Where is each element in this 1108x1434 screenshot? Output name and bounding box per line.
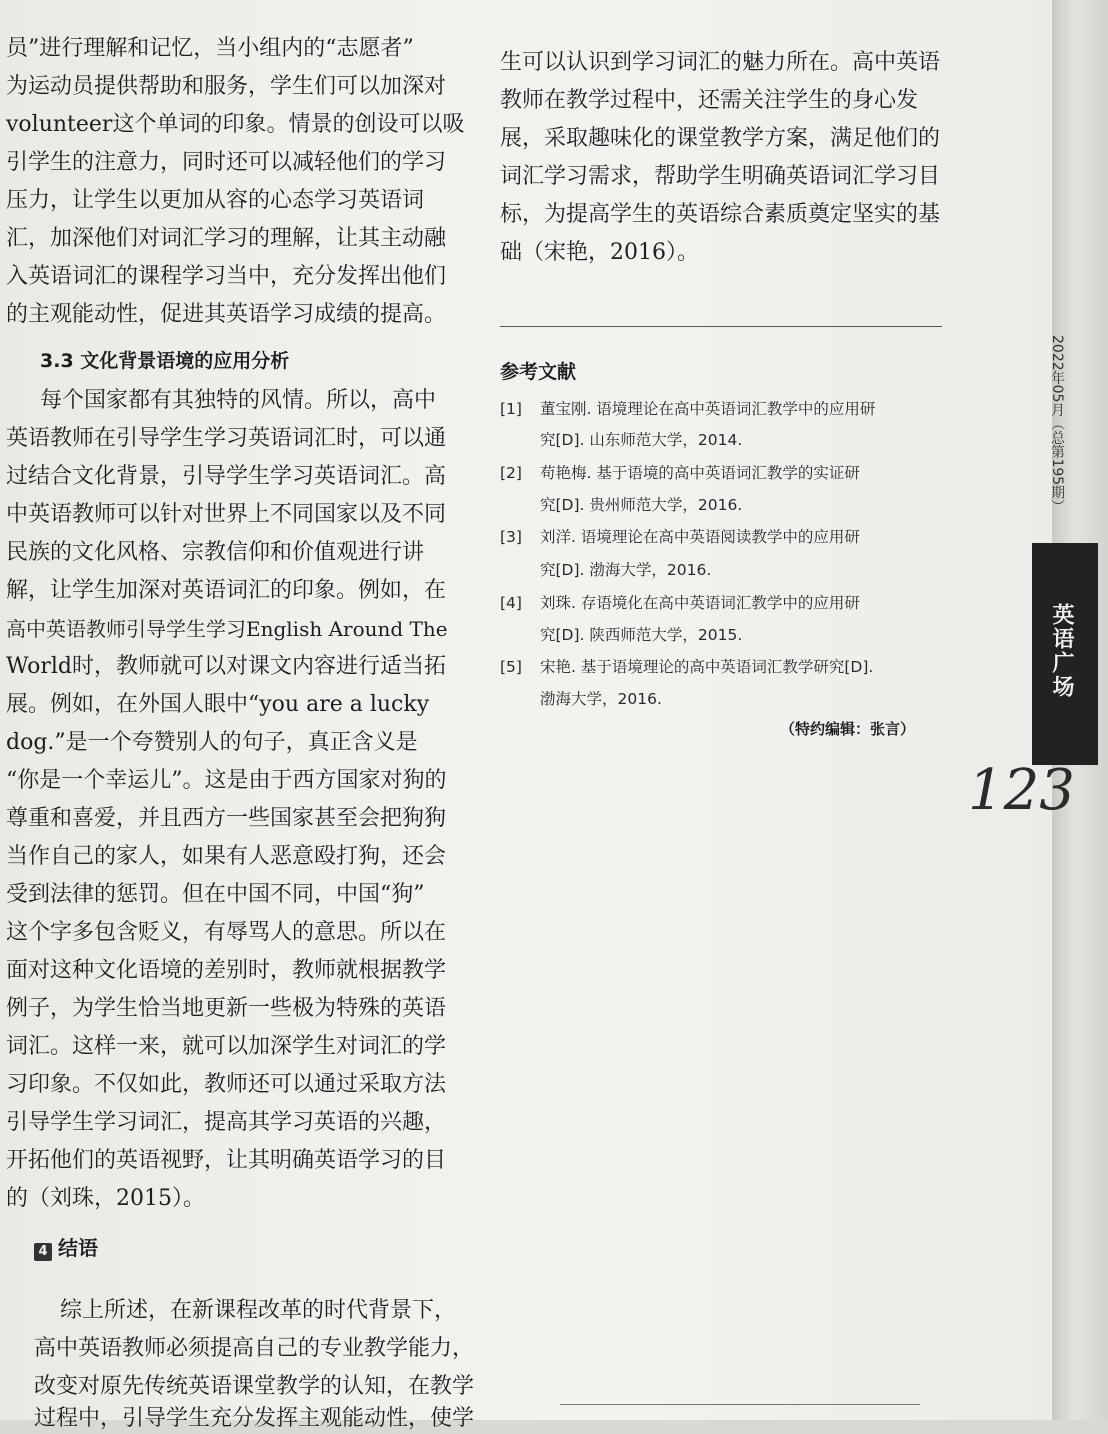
- reference-item: [500, 393, 875, 425]
- body-line: 的主观能动性，促进其英语学习成绩的提高。: [6, 302, 447, 327]
- body-line: 受到法律的惩罚。但在中国不同，中国“狗”: [6, 882, 425, 907]
- section-heading: 3.3 文化背景语境的应用分析: [40, 350, 290, 372]
- section-tab-label: 英语广场: [1049, 603, 1074, 699]
- body-line: “你是一个幸运儿”。这是由于西方国家对狗的: [6, 768, 447, 793]
- reference-text: 渤海大学，2016.: [540, 690, 662, 708]
- issue-label: 2022年05月（总第195期）: [1049, 335, 1065, 514]
- reference-item: [500, 587, 860, 619]
- body-line: 标，为提高学生的英语综合素质奠定坚实的基: [500, 202, 941, 227]
- reference-text: 究[D]. 贵州师范大学，2016.: [540, 496, 743, 514]
- reference-text: 宋艳. 基于语境理论的高中英语词汇教学研究[D].: [540, 658, 874, 676]
- reference-number: [5]: [500, 658, 522, 676]
- reference-number: [2]: [500, 464, 522, 482]
- section-tab: [1032, 543, 1098, 765]
- body-line: 员”进行理解和记忆，当小组内的“志愿者”: [6, 36, 414, 61]
- reference-number: [1]: [500, 400, 522, 418]
- conclusion-title: 结语: [58, 1236, 98, 1260]
- reference-text: 苟艳梅. 基于语境的高中英语词汇教学的实证研: [540, 464, 860, 482]
- body-line: 这个字多包含贬义，有辱骂人的意思。所以在: [6, 920, 447, 945]
- body-line: 解，让学生加深对英语词汇的印象。例如，在: [6, 578, 447, 603]
- reference-item: [500, 521, 860, 553]
- reference-text: 刘洋. 语境理论在高中英语阅读教学中的应用研: [540, 528, 860, 546]
- body-line: 词汇学习需求，帮助学生明确英语词汇学习目: [500, 164, 941, 189]
- body-line: 生可以认识到学习词汇的魅力所在。高中英语: [500, 50, 941, 75]
- body-line: 高中英语教师必须提高自己的专业教学能力，: [34, 1336, 475, 1361]
- body-line: 教师在教学过程中，还需关注学生的身心发: [500, 88, 919, 113]
- body-line: 高中英语教师引导学生学习English Around The: [6, 617, 448, 641]
- body-line: 开拓他们的英语视野，让其明确英语学习的目: [6, 1148, 447, 1173]
- body-line: 词汇。这样一来，就可以加深学生对词汇的学: [6, 1034, 447, 1059]
- body-line: 展。例如，在外国人眼中“you are a lucky: [6, 692, 430, 717]
- bottom-divider: [560, 1404, 920, 1405]
- reference-text: 究[D]. 陕西师范大学，2015.: [540, 626, 743, 644]
- body-line: 习印象。不仅如此，教师还可以通过采取方法: [6, 1072, 447, 1097]
- body-line: 汇，加深他们对词汇学习的理解，让其主动融: [6, 226, 447, 251]
- body-line: 引导学生学习词汇，提高其学习英语的兴趣，: [6, 1110, 447, 1135]
- body-line: volunteer这个单词的印象。情景的创设可以吸: [6, 112, 465, 137]
- body-line: 例子，为学生恰当地更新一些极为特殊的英语: [6, 996, 447, 1021]
- body-line: 过程中，引导学生充分发挥主观能动性，使学: [34, 1406, 475, 1431]
- body-line: 民族的文化风格、宗教信仰和价值观进行讲: [6, 540, 425, 565]
- body-line: dog.”是一个夸赞别人的句子，真正含义是: [6, 730, 418, 755]
- body-line: 压力，让学生以更加从容的心态学习英语词: [6, 188, 425, 213]
- divider: [500, 326, 942, 327]
- body-line: 为运动员提供帮助和服务，学生们可以加深对: [6, 74, 447, 99]
- body-line: 中英语教师可以针对世界上不同国家以及不同: [6, 502, 447, 527]
- reference-item: [500, 457, 860, 489]
- body-line: 引学生的注意力，同时还可以减轻他们的学习: [6, 150, 447, 175]
- body-line: 改变对原先传统英语课堂教学的认知，在教学: [34, 1374, 475, 1399]
- reference-text: 究[D]. 渤海大学，2016.: [540, 561, 712, 579]
- body-line: 面对这种文化语境的差别时，教师就根据教学: [6, 958, 447, 983]
- reference-number: [4]: [500, 594, 522, 612]
- body-line: 础（宋艳，2016）。: [500, 240, 699, 265]
- references-heading: 参考文献: [500, 361, 577, 383]
- body-line: 展，采取趣味化的课堂教学方案，满足他们的: [500, 126, 941, 151]
- reference-number: [3]: [500, 528, 522, 546]
- body-line: 尊重和喜爱，并且西方一些国家甚至会把狗狗: [6, 806, 447, 831]
- body-line: 每个国家都有其独特的风情。所以，高中: [40, 388, 437, 413]
- body-line: 综上所述，在新课程改革的时代背景下，: [60, 1298, 457, 1323]
- body-line: World时，教师就可以对课文内容进行适当拓: [6, 654, 447, 679]
- reference-text: 董宝刚. 语境理论在高中英语词汇教学中的应用研: [540, 400, 876, 418]
- body-line: 当作自己的家人，如果有人恶意殴打狗，还会: [6, 844, 447, 869]
- body-line: 入英语词汇的课程学习当中，充分发挥出他们: [6, 264, 447, 289]
- body-line: 过结合文化背景，引导学生学习英语词汇。高: [6, 464, 447, 489]
- body-line: 英语教师在引导学生学习英语词汇时，可以通: [6, 426, 447, 451]
- conclusion-heading: [34, 1232, 98, 1261]
- reference-item: [500, 651, 873, 683]
- editor-credit: （特约编辑：张言）: [780, 720, 916, 738]
- reference-text: 刘珠. 存语境化在高中英语词汇教学中的应用研: [540, 594, 860, 612]
- body-line: 的（刘珠，2015）。: [6, 1186, 205, 1211]
- reference-text: 究[D]. 山东师范大学，2014.: [540, 431, 743, 449]
- section-number: 4: [34, 1243, 52, 1261]
- page-number: 123: [968, 758, 1075, 823]
